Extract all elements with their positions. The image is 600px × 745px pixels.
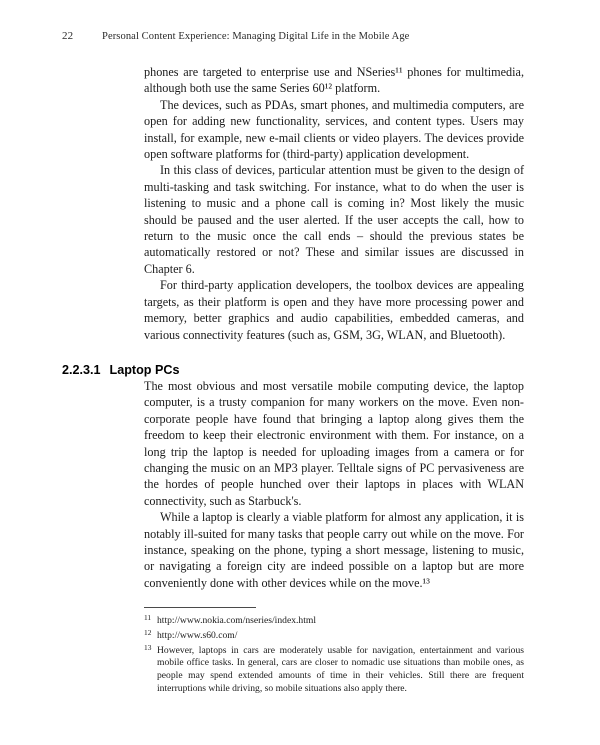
footnote-marker: 11 <box>144 613 152 623</box>
footnote-separator-rule <box>144 607 256 608</box>
section-number: 2.2.3.1 <box>62 362 101 377</box>
footnote-marker: 12 <box>144 627 152 637</box>
footnote-marker: 13 <box>144 642 152 652</box>
body-column <box>62 64 524 696</box>
footnote-item <box>144 642 524 696</box>
paragraph: The devices, such as PDAs, smart phones, and multimedia computers, are open for adding new functionality, services, and content types. Users may install, for example, new e-mail clients or video players. The devices provide open software platforms for (third-party) application development. <box>144 97 524 162</box>
footnote-text: http://www.s60.com/ <box>157 629 238 641</box>
section-title: Laptop PCs <box>109 362 180 377</box>
running-head: Personal Content Experience: Managing Digital Life in the Mobile Age <box>102 31 410 42</box>
footnote-text: http://www.nokia.com/nseries/index.html <box>157 615 316 627</box>
footnote-text: However, laptops in cars are moderately usable for navigation, entertainment and various mobile office tasks. In general, cars are closer to nomadic use situations than mobile ones, as people may spend extended amounts of time in their vehicles. Still there are frequent interruptions while driving, so mobile situations also apply there. <box>157 644 524 694</box>
footnotes-block <box>144 607 524 696</box>
paragraph: phones are targeted to enterprise use and NSeries¹¹ phones for multimedia, although both use the same Series 60¹² platform. <box>144 65 524 96</box>
footnote-item <box>144 615 524 628</box>
paragraph: For third-party application developers, the toolbox devices are appealing targets, as their platform is open and they have more processing power and memory, better graphics and audio capabilities, embedded cameras, and various connectivity features (such as, GSM, 3G, WLAN, and Bluetooth). <box>144 278 524 342</box>
footnote-item <box>144 627 524 643</box>
section-heading <box>62 363 524 377</box>
paragraph: While a laptop is clearly a viable platform for almost any application, it is notably ill-suited for many tasks that people carry out while on the move. For instance, speaking on the phone, typing a short message, listening to music, or navigating a foreign city are indeed possible on a laptop but are more conveniently done with other devices while on the move.¹³ <box>144 510 524 590</box>
paragraph: The most obvious and most versatile mobile computing device, the laptop computer, is a trusty companion for many workers on the move. Even non-corporate people have found that bringing a laptop along gives them the freedom to keep their electronic environment with them. For instance, on a long trip the laptop is needed for uploading images from a camera or for changing the music on an MP3 player. Telltale signs of PC pervasiveness are the hordes of people hunched over their laptops in places with WLAN connectivity, such as Starbuck's. <box>144 378 524 508</box>
paragraph: In this class of devices, particular attention must be given to the design of multi-tasking and task switching. For instance, what to do when the user is listening to music and a phone call is coming in? Most likely the music should be paused and the user alerted. If the user accepts the call, how to return to the music once the call ends – should the previous states be automatically restored or not? These and similar issues are discussed in Chapter 6. <box>144 163 524 276</box>
page-number: 22 <box>62 30 74 42</box>
page-header <box>62 30 538 42</box>
